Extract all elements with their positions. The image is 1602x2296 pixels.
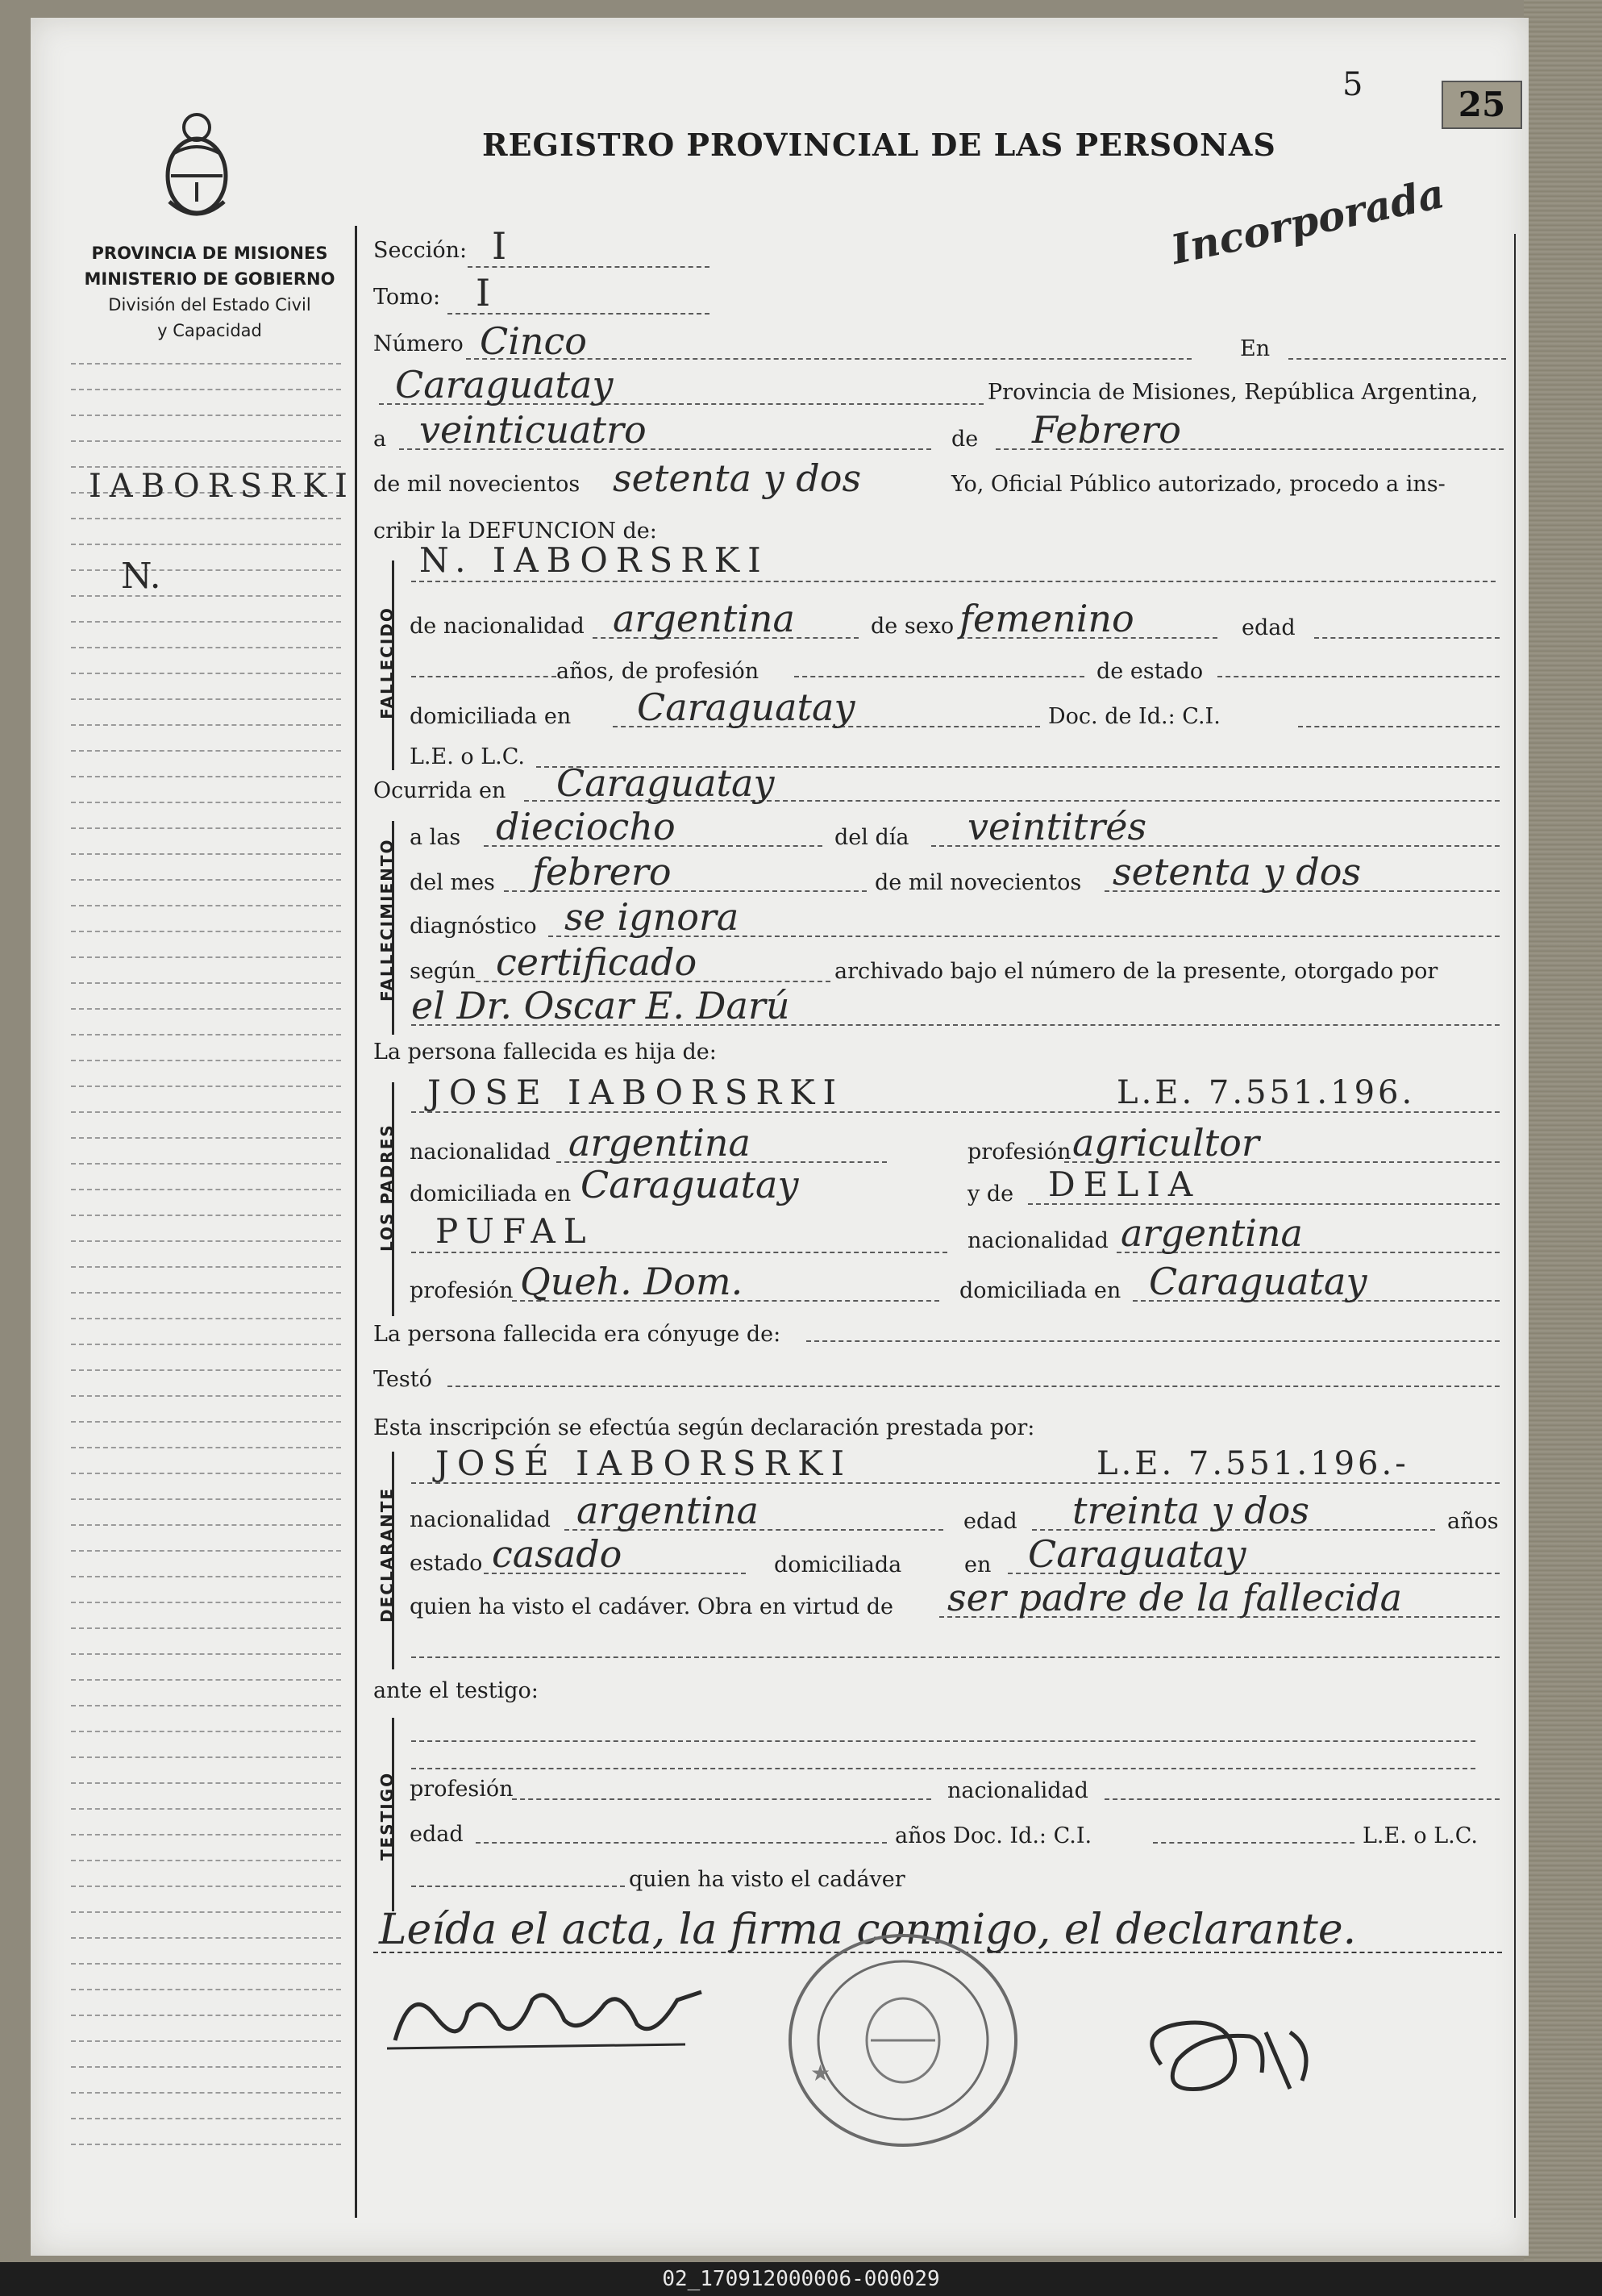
madre-apellido-line <box>411 1252 947 1253</box>
margin-rule-line <box>71 2092 341 2094</box>
coat-of-arms-icon <box>160 105 234 226</box>
fallecido-nacionalidad: argentina <box>613 597 795 640</box>
margin-rule-line <box>71 1189 341 1190</box>
testigo-edad-line <box>476 1842 887 1844</box>
margin-rule-line <box>71 1369 341 1371</box>
declarante-intro-label: Esta inscripción se efectúa según declaración prestada por: <box>373 1415 1035 1440</box>
numero-value: Cinco <box>480 319 587 363</box>
annotation-stamp: Incorporada <box>1167 169 1449 274</box>
page-title: REGISTRO PROVINCIAL DE LAS PERSONAS <box>482 127 1276 163</box>
official-seal-icon <box>774 1919 1032 2161</box>
padre-nacionalidad: argentina <box>568 1121 751 1165</box>
madre-nacionalidad-label: nacionalidad <box>967 1228 1109 1253</box>
org-line-2: MINISTERIO DE GOBIERNO <box>84 269 335 289</box>
margin-rule-line <box>71 1886 341 1887</box>
testigo-anios-label: años Doc. Id.: C.I. <box>895 1823 1092 1848</box>
margin-rule-line <box>71 1215 341 1216</box>
padre-nombre: JOSE IABORSRKI <box>427 1073 845 1112</box>
declarante-nombre: JOSÉ IABORSRKI <box>435 1444 853 1483</box>
fallecido-doc-label: Doc. de Id.: C.I. <box>1048 704 1221 729</box>
testigo-nacionalidad-line <box>1105 1798 1500 1800</box>
tomo-label: Tomo: <box>373 285 441 310</box>
de-label: de <box>951 427 979 452</box>
diagnostico-value: se ignora <box>564 895 739 939</box>
testigo-intro-label: ante el testigo: <box>373 1678 539 1703</box>
declarante-blank-line <box>411 1656 1500 1658</box>
margin-name: N. <box>121 556 161 597</box>
padre-doc: L.E. 7.551.196. <box>1117 1074 1416 1111</box>
declarante-doc: L.E. 7.551.196.- <box>1096 1445 1409 1482</box>
testigo-profesion-label: profesión <box>410 1777 514 1802</box>
anio-fallecimiento-value: setenta y dos <box>1113 850 1362 894</box>
fallecido-section-label: FALLECIDO <box>377 606 397 719</box>
margin-rule-line <box>71 1137 341 1139</box>
margin-rule-line <box>71 569 341 571</box>
margin-rule-line <box>71 1498 341 1500</box>
testigo-nombre-line <box>411 1740 1475 1742</box>
fallecido-doc-line <box>1298 726 1500 727</box>
fallecimiento-section-label: FALLECIMIENTO <box>377 838 397 1002</box>
fallecido-sexo: femenino <box>959 597 1134 640</box>
margin-rule-line <box>71 1473 341 1474</box>
footer-id-bar: 02_170912000006-000029 <box>0 2262 1602 2296</box>
org-line-1: PROVINCIA DE MISIONES <box>91 244 328 263</box>
margin-rule-line <box>71 673 341 674</box>
margin-rule-line <box>71 802 341 803</box>
margin-rule-line <box>71 1163 341 1165</box>
anio-value: setenta y dos <box>613 456 862 500</box>
segun-label: según <box>410 959 476 984</box>
testigo-section-label: TESTIGO <box>377 1771 397 1861</box>
conyuge-label: La persona fallecida era cónyuge de: <box>373 1322 781 1347</box>
margin-rule-line <box>71 1834 341 1836</box>
testigo-profesion-line <box>512 1798 931 1800</box>
a-label: a <box>373 427 387 452</box>
margin-rule-line <box>71 1395 341 1397</box>
margin-rule-line <box>71 750 341 752</box>
declarante-virtud: ser padre de la fallecida <box>947 1576 1403 1619</box>
margin-rule-line <box>71 776 341 777</box>
madre-profesion-label: profesión <box>410 1278 514 1303</box>
margin-rule-line <box>71 1911 341 1913</box>
declarante-cadaver-label: quien ha visto el cadáver. Obra en virtud de <box>410 1594 894 1619</box>
margin-rule-line <box>71 1034 341 1035</box>
testigo-le-label: L.E. o L.C. <box>1363 1823 1479 1848</box>
margin-rule-line <box>71 2015 341 2016</box>
madre-nacionalidad: argentina <box>1121 1211 1303 1255</box>
margin-rule-line <box>71 982 341 984</box>
fallecido-nombre-line <box>411 581 1496 582</box>
margin-rule-line <box>71 518 341 519</box>
margin-rule-line <box>71 621 341 623</box>
margin-rule-line <box>71 2066 341 2068</box>
testo-label: Testó <box>373 1367 432 1392</box>
margin-rule-line <box>71 879 341 881</box>
fallecido-nombre: N. IABORSRKI <box>419 540 769 580</box>
lugar-value: Caraguatay <box>395 363 614 406</box>
fallecido-profesion-line <box>794 676 1084 677</box>
margin-surname: IABORSRKI <box>89 468 356 505</box>
margin-rule-line <box>71 1627 341 1629</box>
margin-rule-line <box>71 415 341 416</box>
margin-rule-line <box>71 1653 341 1655</box>
margin-rule-line <box>71 956 341 958</box>
org-line-4: y Capacidad <box>157 321 262 340</box>
margin-rule-line <box>71 1808 341 1810</box>
svg-text:★: ★ <box>810 2060 831 2086</box>
testigo-edad-label: edad <box>410 1822 464 1847</box>
margin-rule-line <box>71 1447 341 1448</box>
official-signature-icon <box>1129 2000 1338 2105</box>
oficial-label: Yo, Oficial Público autorizado, procedo a ins- <box>951 472 1446 497</box>
fallecido-domicilio: Caraguatay <box>637 685 855 729</box>
padres-intro-label: La persona fallecida es hija de: <box>373 1040 717 1065</box>
testigo-nacionalidad-label: nacionalidad <box>947 1778 1088 1803</box>
main-vertical-rule <box>355 226 357 2218</box>
padre-domicilio-label: domiciliada en <box>410 1181 572 1206</box>
right-vertical-rule <box>1514 234 1516 2218</box>
margin-rule-line <box>71 2144 341 2145</box>
testo-line <box>447 1386 1500 1387</box>
declarante-nacionalidad-label: nacionalidad <box>410 1507 551 1532</box>
mes-value: Febrero <box>1032 408 1181 452</box>
fallecido-le-label: L.E. o L.C. <box>410 744 526 769</box>
margin-rule-line <box>71 1111 341 1113</box>
fallecido-anios-line <box>411 676 556 677</box>
margin-ruled-lines <box>71 355 341 2161</box>
fallecido-nacionalidad-label: de nacionalidad <box>410 614 585 639</box>
hora-value: dieciocho <box>496 805 676 848</box>
padre-profesion-label: profesión <box>967 1140 1071 1165</box>
padre-domicilio: Caraguatay <box>580 1163 799 1206</box>
dia-value: veintitrés <box>967 805 1147 848</box>
fallecido-edad-line <box>1314 637 1500 639</box>
padre-profesion: agricultor <box>1072 1121 1259 1165</box>
fallecido-anios-label: años, de profesión <box>556 659 759 684</box>
numero-label: Número <box>373 331 464 356</box>
fallecido-sexo-label: de sexo <box>871 614 955 639</box>
margin-rule-line <box>71 1060 341 1061</box>
margin-rule-line <box>71 2040 341 2042</box>
margin-rule-line <box>71 1576 341 1577</box>
margin-rule-line <box>71 1679 341 1681</box>
madre-domicilio-label: domiciliada en <box>959 1278 1121 1303</box>
margin-rule-line <box>71 724 341 726</box>
declarant-signature-icon <box>379 1968 718 2065</box>
margin-rule-line <box>71 853 341 855</box>
anio-label: de mil novecientos <box>373 472 580 497</box>
margin-rule-line <box>71 931 341 932</box>
en-label: En <box>1240 336 1271 361</box>
margin-rule-line <box>71 1963 341 1965</box>
margin-rule-line <box>71 1421 341 1423</box>
hora-label: a las <box>410 825 461 850</box>
dia-value: veinticuatro <box>419 408 647 452</box>
testigo-nombre-line-2 <box>411 1768 1475 1769</box>
ocurrida-value: Caraguatay <box>556 761 775 805</box>
org-line-3: División del Estado Civil <box>108 295 311 315</box>
y-de-label: y de <box>967 1181 1014 1206</box>
declarante-section-label: DECLARANTE <box>377 1486 397 1623</box>
margin-rule-line <box>71 1292 341 1294</box>
declarante-en-label: en <box>964 1552 992 1577</box>
declarante-anios-label: años <box>1447 1509 1499 1534</box>
fallecido-estado-label: de estado <box>1096 659 1204 684</box>
madre-domicilio: Caraguatay <box>1149 1260 1367 1303</box>
tomo-value: I <box>476 271 491 315</box>
testigo-cadaver-label: quien ha visto el cadáver <box>629 1867 905 1892</box>
margin-rule-line <box>71 1860 341 1861</box>
margin-rule-line <box>71 1705 341 1706</box>
margin-rule-line <box>71 1937 341 1939</box>
closing-text: Leída el acta, la firma conmigo, el declarante. <box>379 1906 1357 1954</box>
testigo-doc-line <box>1153 1842 1354 1844</box>
declarante-edad: treinta y dos <box>1072 1489 1309 1532</box>
declarante-domicilio-label: domiciliada <box>774 1552 902 1577</box>
margin-rule-line <box>71 1550 341 1552</box>
declarante-edad-label: edad <box>963 1509 1017 1534</box>
margin-rule-line <box>71 1782 341 1784</box>
padres-section-label: LOS PADRES <box>377 1123 397 1252</box>
margin-rule-line <box>71 544 341 545</box>
margin-rule-line <box>71 1602 341 1603</box>
anio-fallecimiento-label: de mil novecientos <box>875 870 1082 895</box>
fallecido-estado-line <box>1217 676 1500 677</box>
margin-rule-line <box>71 1318 341 1319</box>
margin-rule-line <box>71 440 341 442</box>
margin-rule-line <box>71 905 341 906</box>
dia-label: del día <box>834 825 909 850</box>
declarante-nacionalidad: argentina <box>576 1489 759 1532</box>
padre-nacionalidad-label: nacionalidad <box>410 1140 551 1165</box>
margin-rule-line <box>71 1344 341 1345</box>
margin-rule-line <box>71 363 341 365</box>
fallecido-domicilio-label: domiciliad <box>410 704 525 729</box>
mes-label: del mes <box>410 870 495 895</box>
margin-rule-line <box>71 389 341 390</box>
margin-rule-line <box>71 698 341 700</box>
fallecido-edad-label: edad <box>1242 615 1296 640</box>
declarante-domicilio: Caraguatay <box>1028 1532 1246 1576</box>
margin-rule-line <box>71 1989 341 1990</box>
madre-nombre: DELIA <box>1048 1165 1201 1204</box>
en-line <box>1288 358 1506 360</box>
otorgado-value: el Dr. Oscar E. Darú <box>411 984 790 1027</box>
testigo-cadaver-line <box>411 1886 625 1887</box>
margin-rule-line <box>71 1085 341 1087</box>
mes-value: febrero <box>532 850 672 894</box>
declarante-estado: casado <box>492 1532 622 1576</box>
margin-rule-line <box>71 1266 341 1268</box>
margin-rule-line <box>71 1008 341 1010</box>
seccion-value: I <box>492 224 507 268</box>
archivado-label: archivado bajo el número de la presente, otorgado por <box>834 959 1438 984</box>
margin-rule-line <box>71 1240 341 1242</box>
page-number: 5 <box>1342 66 1363 103</box>
conyuge-line <box>806 1340 1500 1342</box>
stamp-number: 25 <box>1442 81 1522 129</box>
diagnostico-label: diagnóstico <box>410 914 537 939</box>
margin-rule-line <box>71 827 341 829</box>
margin-rule-line <box>71 1524 341 1526</box>
segun-value: certificado <box>496 940 697 984</box>
fallecido-en-label: en <box>543 704 572 729</box>
seccion-label: Sección: <box>373 238 468 263</box>
margin-rule-line <box>71 1756 341 1758</box>
inscribir-label: cribir la DEFUNCION de: <box>373 519 657 544</box>
provincia-label: Provincia de Misiones, República Argentina, <box>988 380 1479 405</box>
madre-apellido: PUFAL <box>435 1211 594 1251</box>
margin-rule-line <box>71 595 341 597</box>
declarante-estado-label: estado <box>410 1551 483 1576</box>
madre-profesion: Queh. Dom. <box>520 1260 743 1303</box>
margin-rule-line <box>71 647 341 648</box>
margin-rule-line <box>71 2118 341 2119</box>
fallecido-domicilio-suffix: a <box>524 704 538 729</box>
ocurrida-label: Ocurrida en <box>373 778 506 803</box>
margin-rule-line <box>71 1731 341 1732</box>
